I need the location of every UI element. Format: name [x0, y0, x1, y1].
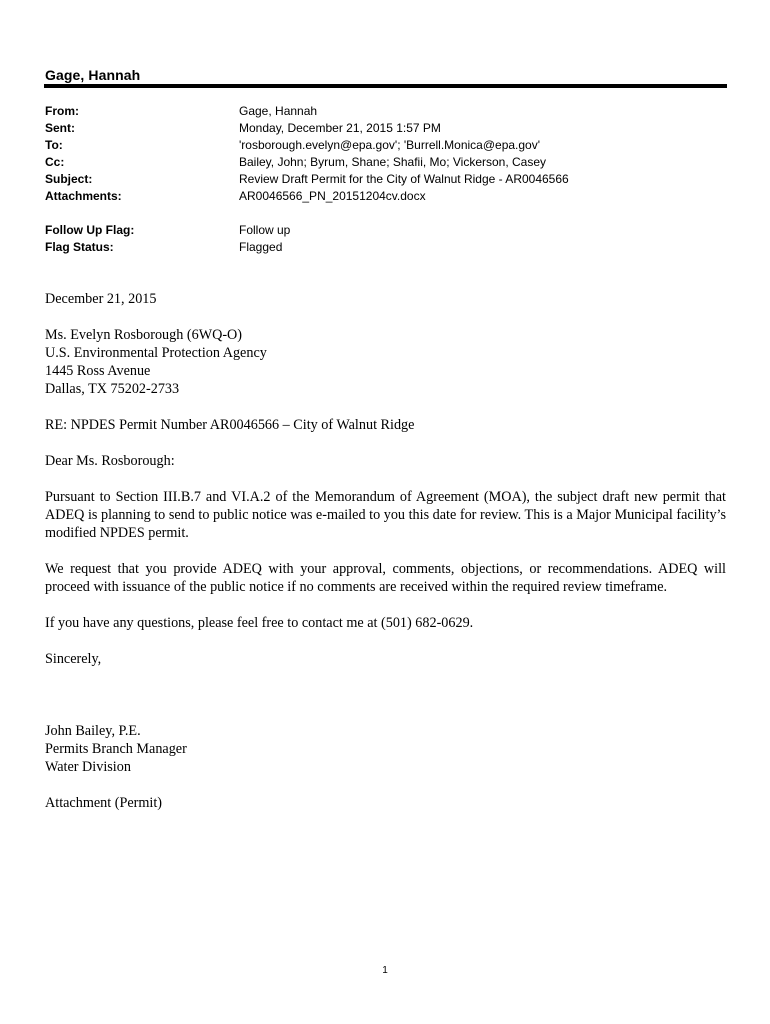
from-value: Gage, Hannah — [239, 104, 318, 118]
letter-date: December 21, 2015 — [45, 291, 157, 307]
to-label: To: — [45, 138, 63, 152]
closing: Sincerely, — [45, 651, 102, 667]
signature-block — [45, 722, 726, 776]
subject-label: Subject: — [45, 172, 93, 186]
follow-up-flag-label: Follow Up Flag: — [45, 223, 135, 237]
signature-line: John Bailey, P.E. — [45, 723, 141, 739]
body-paragraph: Pursuant to Section III.B.7 and VI.A.2 of the Memorandum of Agreement (MOA), the subject draft new permit that ADEQ is planning to send to public notice was e-mailed to you this date for review. This is a Major Municipal facility’s modified NPDES permit. — [45, 489, 726, 541]
signature-space — [45, 686, 726, 722]
attachments-value: AR0046566_PN_20151204cv.docx — [239, 189, 426, 203]
follow-up-flag-value: Follow up — [239, 223, 291, 237]
page-number: 1 — [382, 965, 388, 976]
address-line: U.S. Environmental Protection Agency — [45, 345, 267, 361]
header-divider — [44, 84, 727, 88]
cc-value: Bailey, John; Byrum, Shane; Shafii, Mo; Vickerson, Casey — [239, 155, 547, 169]
cc-label: Cc: — [45, 155, 65, 169]
salutation: Dear Ms. Rosborough: — [45, 453, 175, 469]
flag-status-value: Flagged — [239, 240, 283, 254]
sent-label: Sent: — [45, 121, 75, 135]
address-line: Dallas, TX 75202-2733 — [45, 381, 180, 397]
attachments-label: Attachments: — [45, 189, 122, 203]
to-value: 'rosborough.evelyn@epa.gov'; 'Burrell.Monica@epa.gov' — [239, 138, 541, 152]
body-paragraph: We request that you provide ADEQ with your approval, comments, objections, or recommendations. ADEQ will proceed with issuance of the public notice if no comments are received within the required review timeframe. — [45, 561, 726, 595]
address-line: 1445 Ross Avenue — [45, 363, 151, 379]
letter-body — [45, 290, 726, 830]
sender-heading: Gage, Hannah — [45, 67, 141, 83]
recipient-address — [45, 326, 726, 398]
flag-status-label: Flag Status: — [45, 240, 114, 254]
re-line: RE: NPDES Permit Number AR0046566 – City of Walnut Ridge — [45, 417, 415, 433]
from-label: From: — [45, 104, 79, 118]
attachment-note: Attachment (Permit) — [45, 795, 163, 811]
body-paragraph: If you have any questions, please feel free to contact me at (501) 682-0629. — [45, 615, 474, 631]
sent-value: Monday, December 21, 2015 1:57 PM — [239, 121, 441, 135]
signature-line: Water Division — [45, 759, 131, 775]
subject-value: Review Draft Permit for the City of Walnut Ridge - AR0046566 — [239, 172, 569, 186]
signature-line: Permits Branch Manager — [45, 741, 187, 757]
address-line: Ms. Evelyn Rosborough (6WQ-O) — [45, 327, 243, 343]
